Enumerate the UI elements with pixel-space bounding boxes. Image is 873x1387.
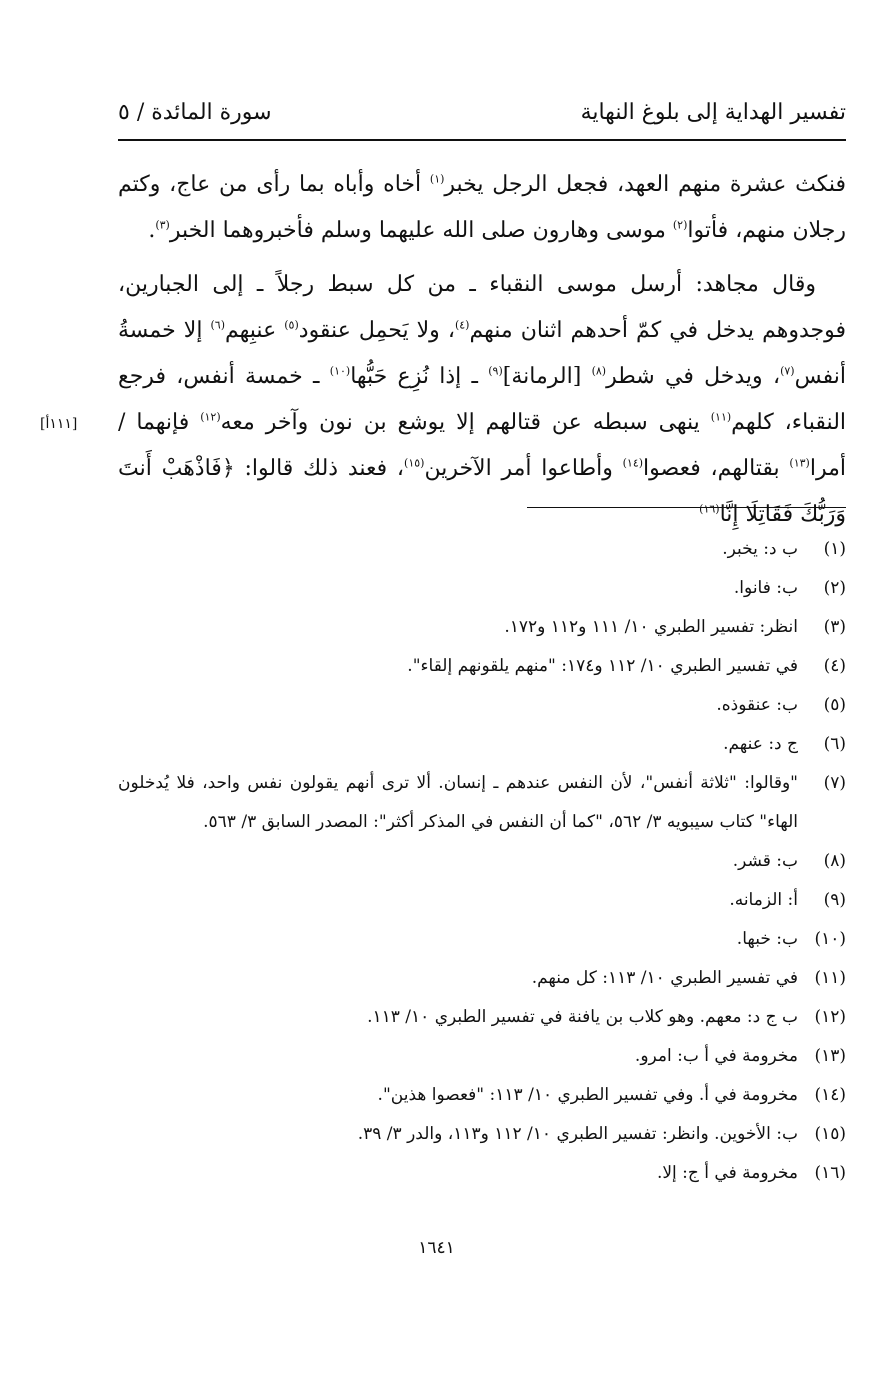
footnote-item xyxy=(118,725,846,764)
text-run: موسى وهارون صلى الله عليهما وسلم فأخبروهما الخبر xyxy=(169,218,673,243)
footnote-item xyxy=(118,1037,846,1076)
footnotes-list xyxy=(118,530,846,1193)
footnote-ref-15[interactable]: (١٥) xyxy=(404,456,425,470)
footnote-text: ب: خبها. xyxy=(736,929,798,949)
footnote-ref-14[interactable]: (١٤) xyxy=(622,456,644,470)
main-text xyxy=(118,162,846,538)
footnote-number: (١٢) xyxy=(814,1007,846,1027)
footnote-ref-10[interactable]: (١٠) xyxy=(329,364,351,378)
footnote-number: (٣) xyxy=(823,617,846,637)
text-run: ، ولا يَحمِل عنقود xyxy=(298,318,455,343)
text-run: وقال مجاهد: أرسل موسى النقباء ـ من كل سبط رجلاً ـ إلى الجبارين، فوجدوهم يدخل في كمّ أحدهم اثنان منهم xyxy=(118,272,846,343)
footnote-number: (٧) xyxy=(823,773,846,793)
text-run: عنبِهم xyxy=(225,318,285,343)
footnote-ref-12[interactable]: (١٢) xyxy=(200,410,221,424)
footnote-ref-9[interactable]: (٩) xyxy=(488,364,503,378)
text-run: وأطاعوا أمر الآخرين xyxy=(424,456,623,481)
footnote-ref-3[interactable]: (٣) xyxy=(155,218,170,232)
footnote-number: (٩) xyxy=(823,890,846,910)
manuscript-folio-ref: [١١١أ] xyxy=(40,416,78,432)
footnote-text: أ: الزمانه. xyxy=(729,890,798,910)
footnote-text: ج د: عنهم. xyxy=(723,734,798,754)
header-rule xyxy=(118,139,846,141)
footnote-text: في تفسير الطبري ١٠/ ١١٢ و١٧٤: "منهم يلقونهم إلقاء". xyxy=(407,656,798,676)
footnote-ref-8[interactable]: (٨) xyxy=(591,364,607,378)
footnote-text: ب: قشر. xyxy=(732,851,798,871)
text-run: فإنهما / أمرا xyxy=(118,410,846,481)
text-run: بقتالهم، فعصوا xyxy=(643,456,790,481)
footnote-item xyxy=(118,569,846,608)
footnote-item xyxy=(118,842,846,881)
footnote-text: ب: عنقوذه. xyxy=(716,695,798,715)
footnote-text: مخرومة في أ. وفي تفسير الطبري ١٠/ ١١٣: "فعصوا هذين". xyxy=(377,1085,798,1105)
footnote-item xyxy=(118,686,846,725)
footnote-text: ب: فانوا. xyxy=(733,578,798,598)
surah-label: سورة المائدة / ٥ xyxy=(118,100,272,125)
footnote-item xyxy=(118,998,846,1037)
paragraph-1 xyxy=(118,162,846,254)
text-run: أخاه وأباه بما رأى من عاج، وكتم رجلان منهم، فأتوا xyxy=(118,172,846,243)
footnote-number: (١٦) xyxy=(814,1163,846,1183)
footnote-ref-13[interactable]: (١٣) xyxy=(789,456,810,470)
footnote-item xyxy=(118,530,846,569)
footnote-item xyxy=(118,1115,846,1154)
footnote-number: (٦) xyxy=(823,734,846,754)
footnote-ref-2[interactable]: (٢) xyxy=(672,218,688,232)
footnote-number: (٥) xyxy=(823,695,846,715)
footnote-item xyxy=(118,764,846,842)
running-header xyxy=(118,100,846,130)
footnotes-rule xyxy=(527,507,846,508)
footnote-item xyxy=(118,1154,846,1193)
footnote-number: (٨) xyxy=(823,851,846,871)
footnote-text: مخرومة في أ ج: إلا. xyxy=(656,1163,798,1183)
text-run: ، ويدخل في شطر xyxy=(606,364,781,389)
footnote-ref-4[interactable]: (٤) xyxy=(454,318,470,332)
footnote-text: ب د: يخبر. xyxy=(722,539,798,559)
footnote-number: (١١) xyxy=(814,968,846,988)
text-run: فنكث عشرة منهم العهد، فجعل الرجل يخبر xyxy=(444,172,847,197)
footnote-ref-11[interactable]: (١١) xyxy=(710,410,732,424)
footnote-item xyxy=(118,881,846,920)
footnote-number: (٤) xyxy=(823,656,846,676)
footnote-item xyxy=(118,920,846,959)
footnote-text: مخرومة في أ ب: امرو. xyxy=(634,1046,798,1066)
footnote-number: (٢) xyxy=(823,578,846,598)
page-number: ١٦٤١ xyxy=(418,1238,455,1258)
text-run: . xyxy=(148,218,156,243)
book-title: تفسير الهداية إلى بلوغ النهاية xyxy=(580,100,846,125)
footnote-item xyxy=(118,1076,846,1115)
footnote-number: (١٤) xyxy=(814,1085,846,1105)
footnote-ref-7[interactable]: (٧) xyxy=(780,364,795,378)
footnote-number: (١٣) xyxy=(814,1046,846,1066)
text-run: إلا خمسةُ أنفس xyxy=(118,318,846,389)
footnote-item xyxy=(118,608,846,647)
footnote-item xyxy=(118,647,846,686)
footnote-number: (١٠) xyxy=(814,929,846,949)
footnote-number: (١) xyxy=(823,539,846,559)
footnote-ref-1[interactable]: (١) xyxy=(429,172,445,186)
text-run: ـ خمسة أنفس، فرجع النقباء، كلهم xyxy=(118,364,847,435)
footnote-ref-6[interactable]: (٦) xyxy=(210,318,226,332)
footnote-number: (١٥) xyxy=(814,1124,846,1144)
text-run: ينهى سبطه عن قتالهم إلا يوشع بن نون وآخر معه xyxy=(220,410,711,435)
text-run: [الرمانة] xyxy=(502,364,592,389)
paragraph-2 xyxy=(118,262,846,538)
footnote-text: ب ج د: معهم. وهو كلاب بن يافنة في تفسير الطبري ١٠/ ١١٣. xyxy=(367,1007,798,1027)
footnote-text: ب: الأخوين. وانظر: تفسير الطبري ١٠/ ١١٢ و١١٣، والدر ٣/ ٣٩. xyxy=(357,1124,798,1144)
footnote-text: انظر: تفسير الطبري ١٠/ ١١١ و١١٢ و١٧٢. xyxy=(504,617,798,637)
footnote-item xyxy=(118,959,846,998)
footnote-ref-16[interactable]: (١٦) xyxy=(699,502,720,516)
text-run: ـ إذا نُزِع حَبُّها xyxy=(350,364,489,389)
footnote-text: في تفسير الطبري ١٠/ ١١٣: كل منهم. xyxy=(531,968,798,988)
footnote-text: "وقالوا: "ثلاثة أنفس"، لأن النفس عندهم ـ إنسان. ألا ترى أنهم يقولون نفس واحد، فلا يُدخلون الهاء" كتاب سيبويه ٣/ ٥٦٢، "كما أن النفس في المذكر أكثر": المصدر السابق ٣/ ٥٦٣. xyxy=(118,773,798,832)
footnote-ref-5[interactable]: (٥) xyxy=(284,318,299,332)
quran-quote: ، فعند ذلك قالوا: ﴿فَاذْهَبْ أَنتَ وَرَبُّكَ فَقَاتِلَا إِنَّا xyxy=(118,456,846,527)
